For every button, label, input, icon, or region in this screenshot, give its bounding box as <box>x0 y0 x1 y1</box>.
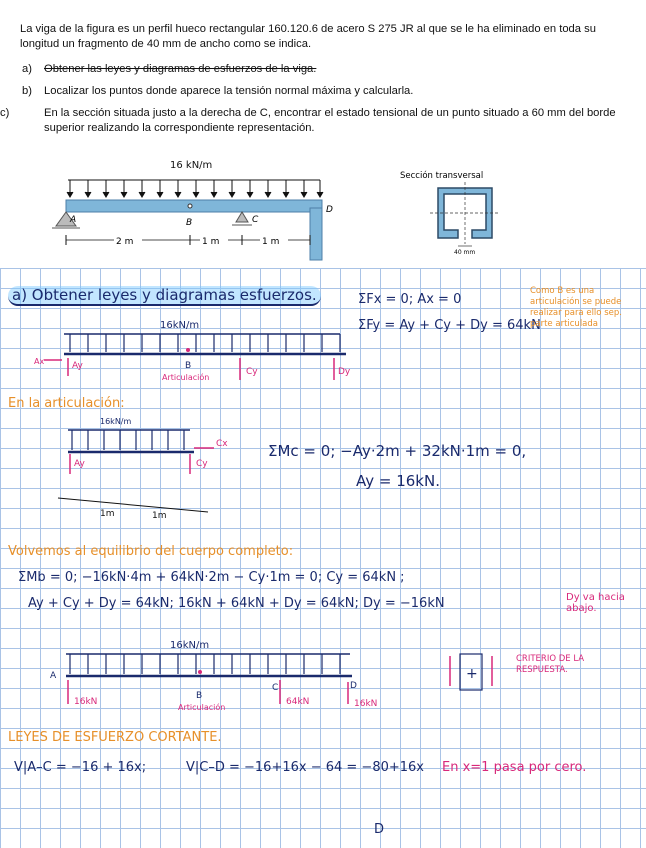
side-note-articulation: Como B es una articulación se puede realizar para ello sep. parte articulada <box>530 286 622 329</box>
roller-support-c <box>236 212 248 222</box>
item-b-label: b) <box>22 85 32 97</box>
cross-section-figure <box>400 168 530 258</box>
d3-c: C <box>272 683 279 693</box>
d2-cy: Cy <box>196 459 208 469</box>
fig-load-label: 16 kN/m <box>170 160 213 171</box>
diagram-2 <box>40 414 260 524</box>
eq-sum-reactions: Ay + Cy + Dy = 64kN; 16kN + 64kN + Dy = 64kN; Dy = −16kN <box>28 596 445 611</box>
d3-a: A <box>50 671 57 681</box>
item-c-label: c) <box>0 107 10 119</box>
d1-cy: Cy <box>246 367 258 377</box>
hinge-b <box>188 204 192 208</box>
d1-load: 16kN/m <box>160 320 200 331</box>
beam-body <box>66 200 322 212</box>
item-b-text: Localizar los puntos donde aparece la tensión normal máxima y calcularla. <box>44 85 414 97</box>
sign-criterion-figure <box>436 650 506 700</box>
articulation-heading: En la articulación: <box>8 396 125 411</box>
eq-sum-fx: ΣFx = 0; Ax = 0 <box>358 292 462 307</box>
item-c <box>0 106 644 136</box>
d3-b: B <box>196 691 203 701</box>
fig-point-a: A <box>70 215 77 225</box>
d2-dim-1: 1m <box>100 509 115 519</box>
problem-statement <box>20 22 626 52</box>
d3-load: 16kN/m <box>170 640 210 651</box>
dy-direction-note: Dy va hacia abajo. <box>566 592 625 614</box>
return-heading: Volvemos al equilibrio del cuerpo completo: <box>8 544 294 559</box>
fig-dim-1: 2 m <box>116 237 134 247</box>
diagram-1 <box>30 318 370 390</box>
laws-heading: LEYES DE ESFUERZO CORTANTE. <box>8 730 222 745</box>
item-a-label: a) <box>22 63 32 75</box>
item-a <box>22 62 316 77</box>
sign-criterion-note: CRITERIO DE LA RESPUESTA. <box>516 654 585 675</box>
item-b <box>22 84 413 99</box>
item-c-text: En la sección situada justo a la derecha de C, encontrar el estado tensional de un punto situado a 60 mm del borde superior realizando la correspondiente representación. <box>44 107 616 134</box>
fig-point-d: D <box>326 205 333 215</box>
d3-ra: 16kN <box>74 697 98 707</box>
section-width-label: 40 mm <box>454 249 476 256</box>
d3-d: D <box>350 681 357 691</box>
shear-law-ac: V|A–C = −16 + 16x; <box>14 760 147 775</box>
d2-cx: Cx <box>216 439 228 449</box>
bottom-d-label: D <box>374 822 385 837</box>
notes-title: a) Obtener leyes y diagramas esfuerzos. <box>8 286 321 304</box>
d2-load: 16kN/m <box>100 417 132 426</box>
load-arrows <box>67 180 323 197</box>
load-arrow-row <box>67 180 323 197</box>
column-d <box>310 208 322 260</box>
section-title: Sección transversal <box>400 171 484 181</box>
d1-dy: Dy <box>338 367 351 377</box>
diagram-3 <box>40 638 380 720</box>
fig-dim-2: 1 m <box>202 237 220 247</box>
d1-b: B <box>185 361 192 371</box>
eq-moment-b: ΣMb = 0; −16kN·4m + 64kN·2m − Cy·1m = 0; Cy = 64kN ; <box>18 570 405 585</box>
statement-text: La viga de la figura es un perfil hueco rectangular 160.120.6 de acero S 275 JR al que se le ha eliminado en toda su longitud un fragmento de 40 mm de ancho como se indica. <box>20 23 596 50</box>
notebook-page <box>0 268 646 848</box>
zero-crossing-note: En x=1 pasa por cero. <box>442 760 587 775</box>
d3-art: Articulación <box>178 703 226 712</box>
d3-rd: 16kN <box>354 699 378 709</box>
beam-figure <box>30 150 350 265</box>
d2-ay: Ay <box>74 459 85 469</box>
sign-plus: + <box>466 666 478 682</box>
problem-statement-area <box>0 0 646 268</box>
shear-law-cd: V|C–D = −16+16x − 64 = −80+16x <box>186 760 424 775</box>
fig-dim-3: 1 m <box>262 237 280 247</box>
d1-ay: Ay <box>72 361 83 371</box>
fig-point-c: C <box>252 215 259 225</box>
fig-point-b: B <box>186 218 193 228</box>
eq-ay-result: Ay = 16kN. <box>356 472 440 490</box>
eq-moment-c: ΣMc = 0; −Ay·2m + 32kN·1m = 0, <box>268 442 527 460</box>
d3-rc: 64kN <box>286 697 310 707</box>
d2-dim-2: 1m <box>152 511 167 521</box>
d1-ax: Ax <box>34 357 45 366</box>
item-a-text: Obtener las leyes y diagramas de esfuerzos de la viga. <box>44 63 317 75</box>
eq-sum-fy: ΣFy = Ay + Cy + Dy = 64kN <box>358 318 541 333</box>
d1-art: Articulación <box>162 373 210 382</box>
